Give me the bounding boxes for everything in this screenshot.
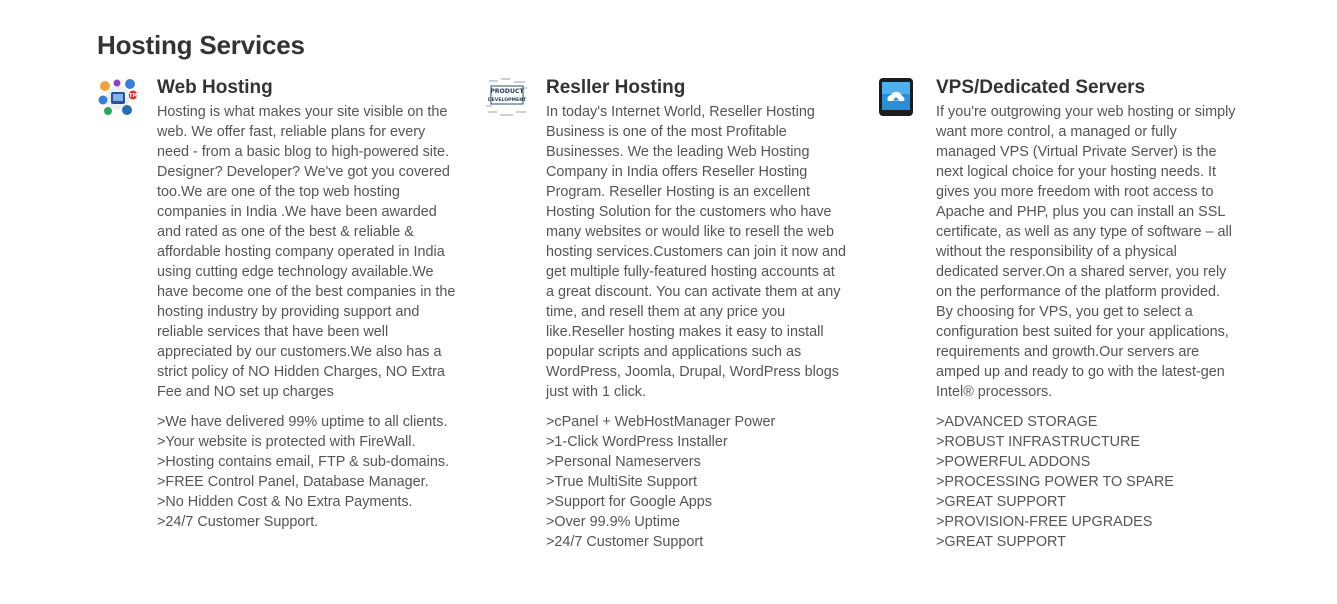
feature-item: >1-Click WordPress Installer <box>546 434 728 450</box>
feature-item: >ADVANCED STORAGE <box>936 414 1098 430</box>
svg-text:HTML: HTML <box>125 93 141 99</box>
feature-item: >Over 99.9% Uptime <box>546 514 680 530</box>
card-description: In today's Internet World, Reseller Hosting Business is one of the most Profitable Businesses. We the leading Web Hosting Company in India offers Reseller Hosting Program. Reseller Hosting is an excellent Hosting Solution for the customers who have many websites or would like to resell the web hosting services.Customers can join it now and get multiple fully-featured hosting accounts at a great discount. You can activate them at any time, and resell them at any price you like.Reseller hosting makes it easy to install popular scripts and applications such as WordPress, Joomla, Drupal, WordPress blogs just with 1 click. <box>546 104 846 400</box>
cloud-tablet-icon <box>876 76 918 118</box>
web-hosting-icon <box>97 76 139 118</box>
feature-item: >cPanel + WebHostManager Power <box>546 414 776 430</box>
feature-list <box>157 412 457 532</box>
feature-item: >FREE Control Panel, Database Manager. <box>157 474 429 490</box>
card-description: Hosting is what makes your site visible on the web. We offer fast, reliable plans for every need - from a basic blog to high-powered site. Designer? Developer? We've got you covered too.We are one of the top web hosting companies in India .We have been awarded and rated as one of the best & reliable & affordable hosting company operated in India using cutting edge technology available.We have become one of the best companies in the hosting industry by providing support and reliable services that have been well appreciated by our customers.We also has a strict policy of NO Hidden Charges, NO Extra Fee and NO set up charges <box>157 104 456 400</box>
feature-item: >Support for Google Apps <box>546 494 713 510</box>
card-description: If you're outgrowing your web hosting or simply want more control, a managed or fully managed VPS (Virtual Private Server) is the next logical choice for your hosting needs. It gives you more freedom with root access to Apache and PHP, plus you can install an SSL certificate, as well as any type of software – all without the responsibility of a physical dedicated server.On a shared server, you rely on the performance of the platform provided. By choosing for VPS, you get to select a configuration best suited for your applications, requirements and growth.Our servers are amped up and ready to go with the latest-gen Intel® processors. <box>936 104 1236 400</box>
feature-item: >Personal Nameservers <box>546 454 701 470</box>
feature-item: >Your website is protected with FireWall. <box>157 434 416 450</box>
feature-item: >PROVISION-FREE UPGRADES <box>936 514 1153 530</box>
icon-text-development: DEVELOPMENT <box>487 98 527 103</box>
feature-item: >True MultiSite Support <box>546 474 698 490</box>
card-title: VPS/Dedicated Servers <box>936 77 1146 98</box>
feature-item: >24/7 Customer Support. <box>157 514 319 530</box>
feature-item: >POWERFUL ADDONS <box>936 454 1091 470</box>
feature-item: >24/7 Customer Support <box>546 534 704 550</box>
feature-item: >GREAT SUPPORT <box>936 494 1066 510</box>
feature-item: >ROBUST INFRASTRUCTURE <box>936 434 1141 450</box>
card-title: Web Hosting <box>157 77 273 98</box>
feature-item: >We have delivered 99% uptime to all clients. <box>157 414 448 430</box>
product-development-icon <box>486 76 528 118</box>
card-title: Resller Hosting <box>546 77 686 98</box>
feature-item: >PROCESSING POWER TO SPARE <box>936 474 1174 490</box>
feature-item: >No Hidden Cost & No Extra Payments. <box>157 494 413 510</box>
icon-text-product: PRODUCT <box>490 88 524 95</box>
feature-list <box>546 412 846 552</box>
feature-list <box>936 412 1236 552</box>
section-title: Hosting Services <box>97 30 305 60</box>
feature-item: >GREAT SUPPORT <box>936 534 1066 550</box>
feature-item: >Hosting contains email, FTP & sub-domains. <box>157 454 450 470</box>
